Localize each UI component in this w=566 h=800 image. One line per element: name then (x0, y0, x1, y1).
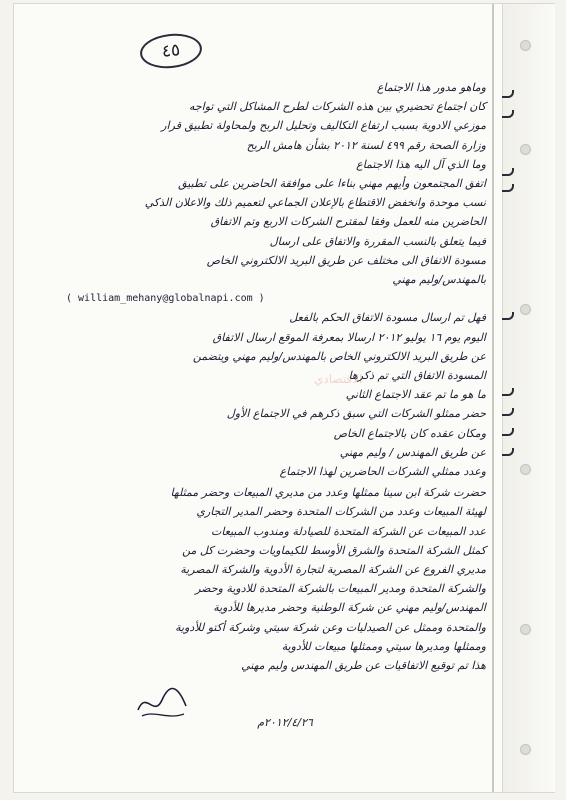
handwritten-signature (132, 680, 192, 724)
text-line: مسودة الاتفاق الى مختلف عن طريق البريد الالكتروني الخاص (206, 253, 486, 267)
margin-line (492, 4, 494, 792)
text-line: مديري الفروع عن الشركة المصرية لتجارة الأدوية والشركة المصرية (180, 563, 486, 577)
text-line: وممثلها ومديرها سيتي وممثلها مبيعات للأدوية (281, 639, 486, 653)
text-line: وما الذي آل اليه هذا الاجتماع (356, 157, 486, 171)
text-line: كمثل الشركة المتحدة والشرق الأوسط للكيماويات وحضرت كل من (182, 543, 486, 557)
text-line: اتفق المجتمعون وأيهم مهني بناءا على موافقة الحاضرين على تطبيق (178, 177, 486, 191)
page-binding (502, 4, 555, 792)
text-line: الحاضرين منه للعمل وفقا لمقترح الشركات الاربع وتم الاتفاق (210, 215, 486, 229)
text-line: ومكان عقده كان بالاجتماع الخاص (333, 426, 486, 440)
text-line: وماهو مدور هذا الاجتماع (376, 81, 486, 94)
text-line: والمتحدة وممثل عن الصيدليات وعن شركة سيتي وشركة أكتو للأدوية (175, 620, 486, 634)
text-line: هذا تم توقيع الاتفاقيات عن طريق المهندس وليم مهني (241, 659, 486, 673)
text-line: ما هو ما تم عقد الاجتماع الثاني (345, 388, 486, 402)
text-line: عن طريق المهندس / وليم مهني (339, 445, 486, 459)
text-line: والشركة المتحدة ومدير المبيعات بالشركة المتحدة للادوية وحضر (195, 582, 486, 596)
email-address: ( william_mehany@globalnapi.com ) (66, 293, 265, 305)
text-line: وعدد ممثلي الشركات الحاضرين لهذا الاجتماع (279, 465, 486, 479)
text-line: موزعي الادوية بسبب ارتفاع التكاليف وتحليل الربح ولمحاولة تطبيق قرار (161, 119, 486, 133)
text-line: المسودة الاتفاق التي تم ذكرها (348, 369, 486, 383)
document-date: ٢٠١٢/٤/٢٦م (257, 716, 313, 729)
text-line: فيما يتعلق بالنسب المقررة والاتفاق على ارسال (269, 234, 486, 248)
text-line: عدد المبيعات عن الشركة المتحدة للصيادلة ومندوب المبيعات (211, 524, 486, 538)
handwritten-text (66, 78, 486, 675)
text-line: المهندس/وليم مهني عن شركة الوطنية وحضر مديرها للأدوية (213, 601, 486, 615)
text-line: بالمهندس/وليم مهني (392, 273, 486, 287)
text-line: نسب موحدة وانخفض الاقتطاع بالإعلان الجماعي لتعميم ذلك والاعلان الذكي (144, 196, 486, 210)
text-line: حضرت شركة ابن سينا ممثلها وعدد من مديري المبيعات وحضر ممثلها (170, 486, 486, 500)
text-line: حضر ممثلو الشركات التي سبق ذكرهم في الاجتماع الأول (226, 407, 486, 421)
text-line: كان اجتماع تحضيري بين هذه الشركات لطرح المشاكل التي تواجه (188, 100, 486, 114)
text-line: وزارة الصحة رقم ٤٩٩ لسنة ٢٠١٢ بشأن هامش الربح (246, 138, 486, 152)
notebook-page (14, 4, 554, 792)
page-number: ٤٥ (138, 31, 203, 71)
text-line: اليوم يوم ١٦ يوليو ٢٠١٢ ارسالا بمعرفة الموقع ارسال الاتفاق (212, 330, 486, 344)
text-line: لهيئة المبيعات وعدد من الشركات المتحدة وحضر المدير التجاري (196, 505, 486, 519)
watermark-text: الاقتصادي (314, 372, 363, 386)
text-line: عن طريق البريد الالكتروني الخاص بالمهندس/وليم مهني ويتضمن (192, 349, 486, 363)
text-line: فهل تم ارسال مسودة الاتفاق الحكم بالفعل (289, 311, 486, 325)
